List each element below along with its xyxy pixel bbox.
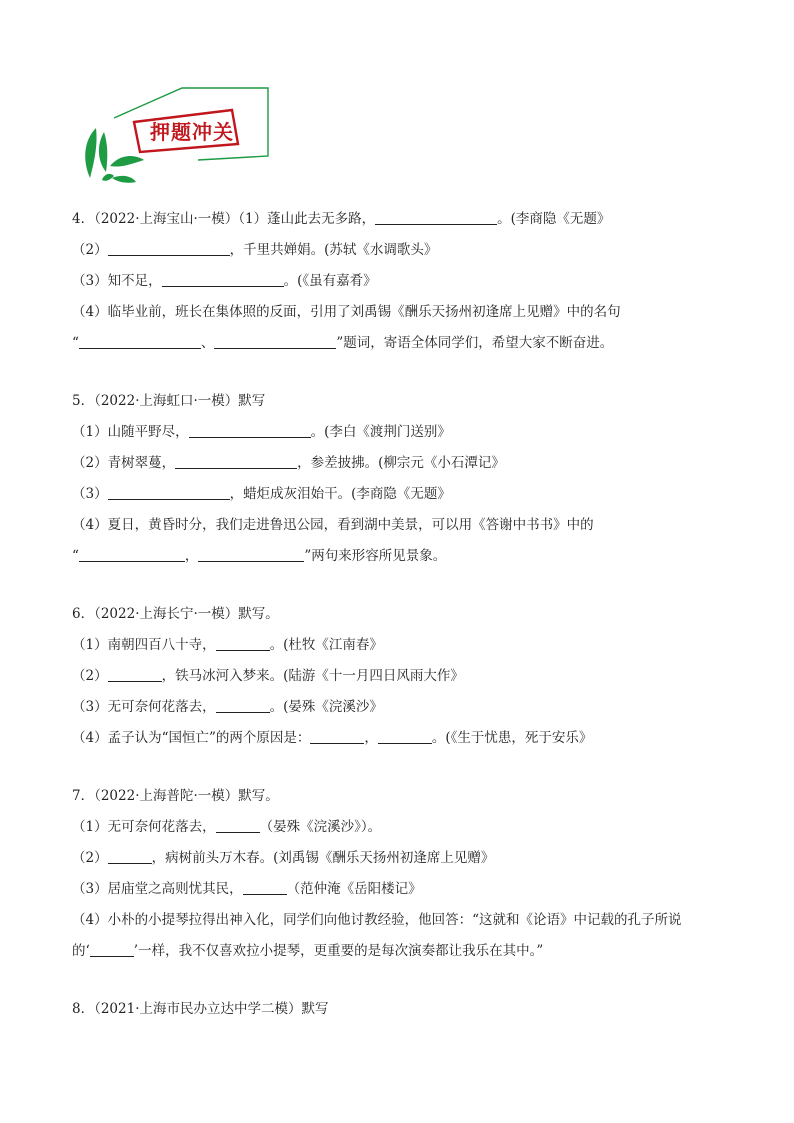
- question-title: [72, 994, 732, 1025]
- answer-blank[interactable]: [243, 878, 287, 895]
- answer-blank[interactable]: [375, 208, 497, 225]
- question-line: [72, 905, 732, 936]
- question-title: [72, 781, 732, 812]
- question-line: [72, 266, 732, 297]
- answer-blank[interactable]: [108, 847, 152, 864]
- answer-blank[interactable]: [214, 332, 336, 349]
- question-text: 的‘: [72, 943, 90, 959]
- answer-blank[interactable]: [90, 940, 134, 957]
- question-block: [72, 994, 732, 1025]
- question-text: 5．（2022·上海虹口·一模）默写: [72, 393, 266, 409]
- question-title: [72, 386, 732, 417]
- question-line: [72, 541, 732, 572]
- question-text: “: [72, 335, 79, 351]
- question-block: [72, 204, 732, 359]
- question-line: [72, 812, 732, 843]
- question-text: 。(《虽有嘉肴》: [283, 273, 377, 289]
- question-text: （1）无可奈何花落去，: [72, 819, 216, 835]
- question-text: （4）临毕业前，班长在集体照的反面，引用了刘禹锡《酬乐天扬州初逢席上见赠》中的名句: [72, 304, 621, 320]
- question-line: [72, 936, 732, 967]
- question-text: ，病树前头万木春。(刘禹锡《酬乐天扬州初逢席上见赠》: [151, 850, 495, 866]
- question-line: [72, 328, 732, 359]
- question-text: ，千里共婵娟。(苏轼《水调歌头》: [229, 242, 438, 258]
- question-text: 4．（2022·上海宝山·一模）（1）蓬山此去无多路，: [72, 211, 376, 227]
- question-text: 。(杜牧《江南春》: [269, 637, 383, 653]
- question-line: [72, 297, 732, 328]
- answer-blank[interactable]: [198, 545, 304, 562]
- question-line: [72, 479, 732, 510]
- question-text: （1）南朝四百八十寺，: [72, 637, 216, 653]
- question-text: 。(晏殊《浣溪沙》: [269, 699, 383, 715]
- question-text: （4）小朴的小提琴拉得出神入化，同学们向他讨教经验，他回答：“这就和《论语》中记载的孔子所说: [72, 912, 682, 928]
- question-text: 7．（2022·上海普陀·一模）默写。: [72, 788, 279, 804]
- question-text: （范仲淹《岳阳楼记》: [286, 881, 422, 897]
- question-text: ，铁马冰河入梦来。(陆游《十一月四日风雨大作》: [161, 668, 464, 684]
- answer-blank[interactable]: [108, 483, 230, 500]
- leaf-icon: [99, 132, 107, 172]
- question-line: [72, 661, 732, 692]
- answer-blank[interactable]: [79, 332, 201, 349]
- answer-blank[interactable]: [216, 634, 270, 651]
- answer-blank[interactable]: [79, 545, 185, 562]
- question-line: [72, 843, 732, 874]
- question-text: （1）山随平野尽，: [72, 424, 189, 440]
- question-text: 8．（2021·上海市民办立达中学二模）默写: [72, 1001, 329, 1017]
- question-text: （2）: [72, 850, 108, 866]
- leaf-icon: [85, 128, 96, 178]
- answer-blank[interactable]: [378, 727, 432, 744]
- question-text: （4）夏日，黄昏时分，我们走进鲁迅公园，看到湖中美景，可以用《答谢中书书》中的: [72, 517, 594, 533]
- question-block: [72, 599, 732, 754]
- question-text: 。(《生于忧患，死于安乐》: [431, 730, 593, 746]
- question-text: 6．（2022·上海长宁·一模）默写。: [72, 606, 279, 622]
- question-text: ”题词，寄语全体同学们，希望大家不断奋进。: [336, 335, 614, 351]
- question-text: ，参差披拂。(柳宗元《小石潭记》: [297, 455, 505, 471]
- question-text: （晏殊《浣溪沙》）。: [259, 819, 382, 835]
- leaf-icon: [102, 174, 114, 181]
- question-text: （3）知不足，: [72, 273, 162, 289]
- question-text: 。(李白《渡荆门送别》: [310, 424, 451, 440]
- banner-title: 押题冲关: [150, 120, 234, 144]
- question-line: [72, 692, 732, 723]
- question-block: [72, 386, 732, 572]
- answer-blank[interactable]: [216, 816, 260, 833]
- question-line: [72, 723, 732, 754]
- question-line: [72, 417, 732, 448]
- leaf-icon: [110, 156, 144, 166]
- answer-blank[interactable]: [189, 421, 311, 438]
- question-list: [72, 204, 732, 1025]
- leaf-icon: [112, 176, 136, 183]
- question-text: （3）: [72, 486, 108, 502]
- question-text: “: [72, 548, 79, 564]
- question-line: [72, 235, 732, 266]
- answer-blank[interactable]: [162, 270, 284, 287]
- question-text: （2）青树翠蔓，: [72, 455, 176, 471]
- question-text: （4）孟子认为“国恒亡”的两个原因是：: [72, 730, 311, 746]
- question-text: （2）: [72, 242, 108, 258]
- answer-blank[interactable]: [175, 452, 297, 469]
- question-title: [72, 204, 732, 235]
- question-text: ”两句来形容所见景象。: [304, 548, 447, 564]
- question-text: ’一样，我不仅喜欢拉小提琴，更重要的是每次演奏都让我乐在其中。”: [133, 943, 544, 959]
- question-line: [72, 630, 732, 661]
- answer-blank[interactable]: [216, 696, 270, 713]
- question-line: [72, 510, 732, 541]
- question-text: （3）居庙堂之高则忧其民，: [72, 881, 243, 897]
- answer-blank[interactable]: [310, 727, 364, 744]
- question-text: （2）: [72, 668, 108, 684]
- question-text: ，蜡炬成灰泪始干。(李商隐《无题》: [229, 486, 451, 502]
- question-line: [72, 874, 732, 905]
- question-text: ，: [184, 548, 199, 564]
- question-text: ，: [364, 730, 378, 746]
- answer-blank[interactable]: [108, 665, 162, 682]
- answer-blank[interactable]: [108, 239, 230, 256]
- question-text: 、: [200, 335, 215, 351]
- question-text: （3）无可奈何花落去，: [72, 699, 216, 715]
- question-text: 。(李商隐《无题》: [497, 211, 611, 227]
- question-line: [72, 448, 732, 479]
- question-title: [72, 599, 732, 630]
- question-block: [72, 781, 732, 967]
